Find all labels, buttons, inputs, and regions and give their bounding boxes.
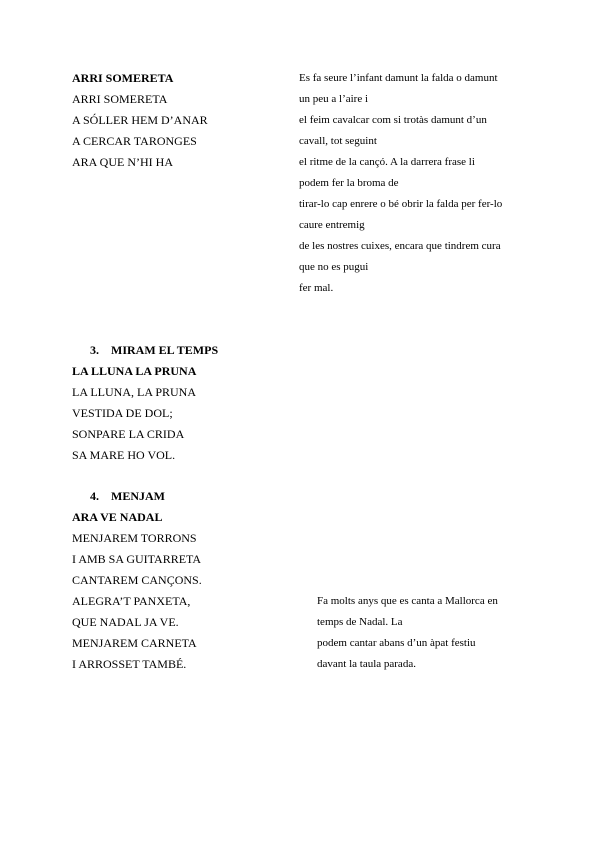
lyric-line: ARRI SOMERETA bbox=[72, 92, 168, 106]
song-title: LA LLUNA LA PRUNA bbox=[72, 364, 197, 378]
lyric-line: LA LLUNA, LA PRUNA bbox=[72, 385, 197, 399]
note-arri-somereta bbox=[299, 68, 502, 299]
lyric-line: MENJAREM TORRONS bbox=[72, 531, 197, 545]
song-arri-somereta bbox=[72, 68, 208, 173]
lyric-line: VESTIDA DE DOL; bbox=[72, 406, 173, 420]
note-line: fer mal. bbox=[299, 282, 334, 294]
section-heading-menjam bbox=[90, 486, 165, 507]
lyric-line: I AMB SA GUITARRETA bbox=[72, 552, 202, 566]
lyric-line: SA MARE HO VOL. bbox=[72, 448, 176, 462]
lyric-line: ARA QUE N’HI HA bbox=[72, 155, 173, 169]
note-line: el ritme de la cançó. A la darrera frase li bbox=[299, 156, 475, 168]
song-title: ARRI SOMERETA bbox=[72, 71, 174, 85]
note-line: podem cantar abans d’un àpat festiu bbox=[317, 637, 476, 649]
lyric-line: A CERCAR TARONGES bbox=[72, 134, 197, 148]
note-line: Es fa seure l’infant damunt la falda o damunt bbox=[299, 72, 498, 84]
note-line: de les nostres cuixes, encara que tindrem cura bbox=[299, 240, 501, 252]
song-title: ARA VE NADAL bbox=[72, 510, 163, 524]
lyric-line: CANTAREM CANÇONS. bbox=[72, 573, 202, 587]
note-line: el feim cavalcar com si trotàs damunt d’un bbox=[299, 114, 487, 126]
note-line: caure entremig bbox=[299, 219, 365, 231]
note-line: cavall, tot seguint bbox=[299, 135, 377, 147]
section-heading: MENJAM bbox=[111, 489, 165, 503]
lyric-line: ALEGRA’T PANXETA, bbox=[72, 594, 191, 608]
note-ara-ve-nadal bbox=[317, 591, 498, 675]
section-number: 3. bbox=[90, 343, 99, 357]
note-line: davant la taula parada. bbox=[317, 658, 416, 670]
lyric-line: I ARROSSET TAMBÉ. bbox=[72, 657, 187, 671]
note-line: un peu a l’aire i bbox=[299, 93, 369, 105]
note-line: Fa molts anys que es canta a Mallorca en bbox=[317, 595, 498, 607]
section-heading: MIRAM EL TEMPS bbox=[111, 343, 219, 357]
section-heading-miram-el-temps bbox=[90, 340, 218, 361]
note-line: que no es pugui bbox=[299, 261, 369, 273]
lyric-line: SONPARE LA CRIDA bbox=[72, 427, 185, 441]
note-line: temps de Nadal. La bbox=[317, 616, 403, 628]
lyric-line: A SÓLLER HEM D’ANAR bbox=[72, 113, 208, 127]
song-la-lluna bbox=[72, 361, 196, 466]
note-line: tirar-lo cap enrere o bé obrir la falda per fer-lo bbox=[299, 198, 503, 210]
note-line: podem fer la broma de bbox=[299, 177, 399, 189]
section-number: 4. bbox=[90, 489, 99, 503]
lyric-line: MENJAREM CARNETA bbox=[72, 636, 197, 650]
lyric-line: QUE NADAL JA VE. bbox=[72, 615, 179, 629]
song-ara-ve-nadal bbox=[72, 507, 202, 675]
